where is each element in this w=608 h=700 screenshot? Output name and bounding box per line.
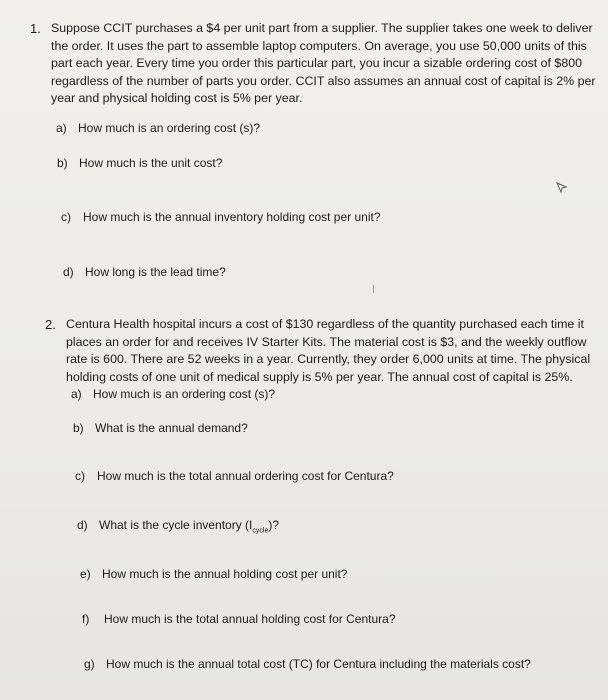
q1-paragraph: [51, 20, 596, 108]
q2-part-d-text-before: What is the cycle inventory (I: [99, 518, 253, 532]
q1-line-5: year and physical holding cost is 5% per year.: [51, 91, 303, 106]
q2-part-a-text: How much is an ordering cost (s)?: [93, 387, 276, 401]
q1-line-1: Suppose CCIT purchases a $4 per unit part from a supplier. The supplier takes one week to deliver: [51, 21, 593, 35]
q1-part-b-label: b): [57, 156, 68, 170]
q2-part-e: [80, 567, 347, 581]
q1-part-b-text: How much is the unit cost?: [79, 156, 223, 170]
q1-part-d-label: d): [63, 265, 74, 279]
q2-part-f: [82, 612, 396, 626]
q2-line-2: places an order for and receives IV Starter Kits. The material cost is $3, and the weekly outflow: [66, 334, 587, 349]
q2-part-c-text: How much is the total annual ordering cost for Centura?: [97, 469, 394, 483]
q2-part-g-label: g): [84, 657, 95, 671]
q2-part-a-label: a): [71, 387, 82, 401]
q1-part-d-text: How long is the lead time?: [85, 265, 226, 279]
q1-line-3: part each year. Every time you order this particular part, you incur a sizable ordering cost of $800: [51, 56, 583, 71]
q2-part-c: [75, 469, 394, 483]
q1-part-c: [61, 210, 381, 224]
q2-part-d-text-after: )?: [268, 518, 280, 532]
q2-paragraph: [66, 316, 590, 386]
q2-part-b-text: What is the annual demand?: [95, 421, 248, 435]
q2-part-d-label: d): [77, 518, 88, 532]
q2-line-1: Centura Health hospital incurs a cost of $130 regardless of the quantity purchased each time it: [66, 317, 584, 331]
q2-part-g: [84, 657, 531, 671]
q1-line-4: regardless of the number of parts you order. CCIT also assumes an annual cost of capital is 2% per: [51, 73, 596, 88]
mouse-cursor-icon: [556, 182, 568, 194]
q2-part-g-text: How much is the annual total cost (TC) for Centura including the materials cost?: [106, 657, 531, 671]
q2-line-3: rate is 600. There are 52 weeks in a year. Currently, they order 6,000 units at time. The physical: [66, 352, 591, 367]
q1-part-d: [63, 265, 226, 279]
q2-part-a: [71, 387, 275, 401]
q2-part-e-label: e): [80, 567, 91, 581]
q2-number: 2.: [45, 317, 56, 332]
q1-part-a-label: a): [56, 121, 67, 135]
q1-part-b: [57, 156, 222, 170]
q1-number: 1.: [30, 21, 41, 36]
q2-part-b-label: b): [73, 421, 84, 435]
q2-line-4: holding costs of one unit of medical supply is 5% per year. The annual cost of capital is 25%.: [66, 369, 573, 384]
q2-part-f-label: f): [82, 612, 90, 626]
q2-part-e-text: How much is the annual holding cost per unit?: [102, 567, 348, 581]
q2-part-d-subscript: cycle: [252, 527, 269, 535]
q2-part-c-label: c): [75, 469, 85, 483]
q1-part-c-label: c): [61, 210, 71, 224]
q1-part-a-text: How much is an ordering cost (s)?: [78, 121, 261, 135]
text-cursor-mark: [373, 285, 374, 293]
q1-line-2: the order. It uses the part to assemble laptop computers. On average, you use 50,000 units of this: [51, 38, 587, 53]
q1-part-c-text: How much is the annual inventory holding cost per unit?: [83, 210, 381, 224]
q2-part-b: [73, 421, 248, 435]
q1-part-a: [56, 121, 260, 135]
q2-part-f-text: How much is the total annual holding cost for Centura?: [104, 612, 396, 626]
q2-part-d: [77, 518, 279, 534]
